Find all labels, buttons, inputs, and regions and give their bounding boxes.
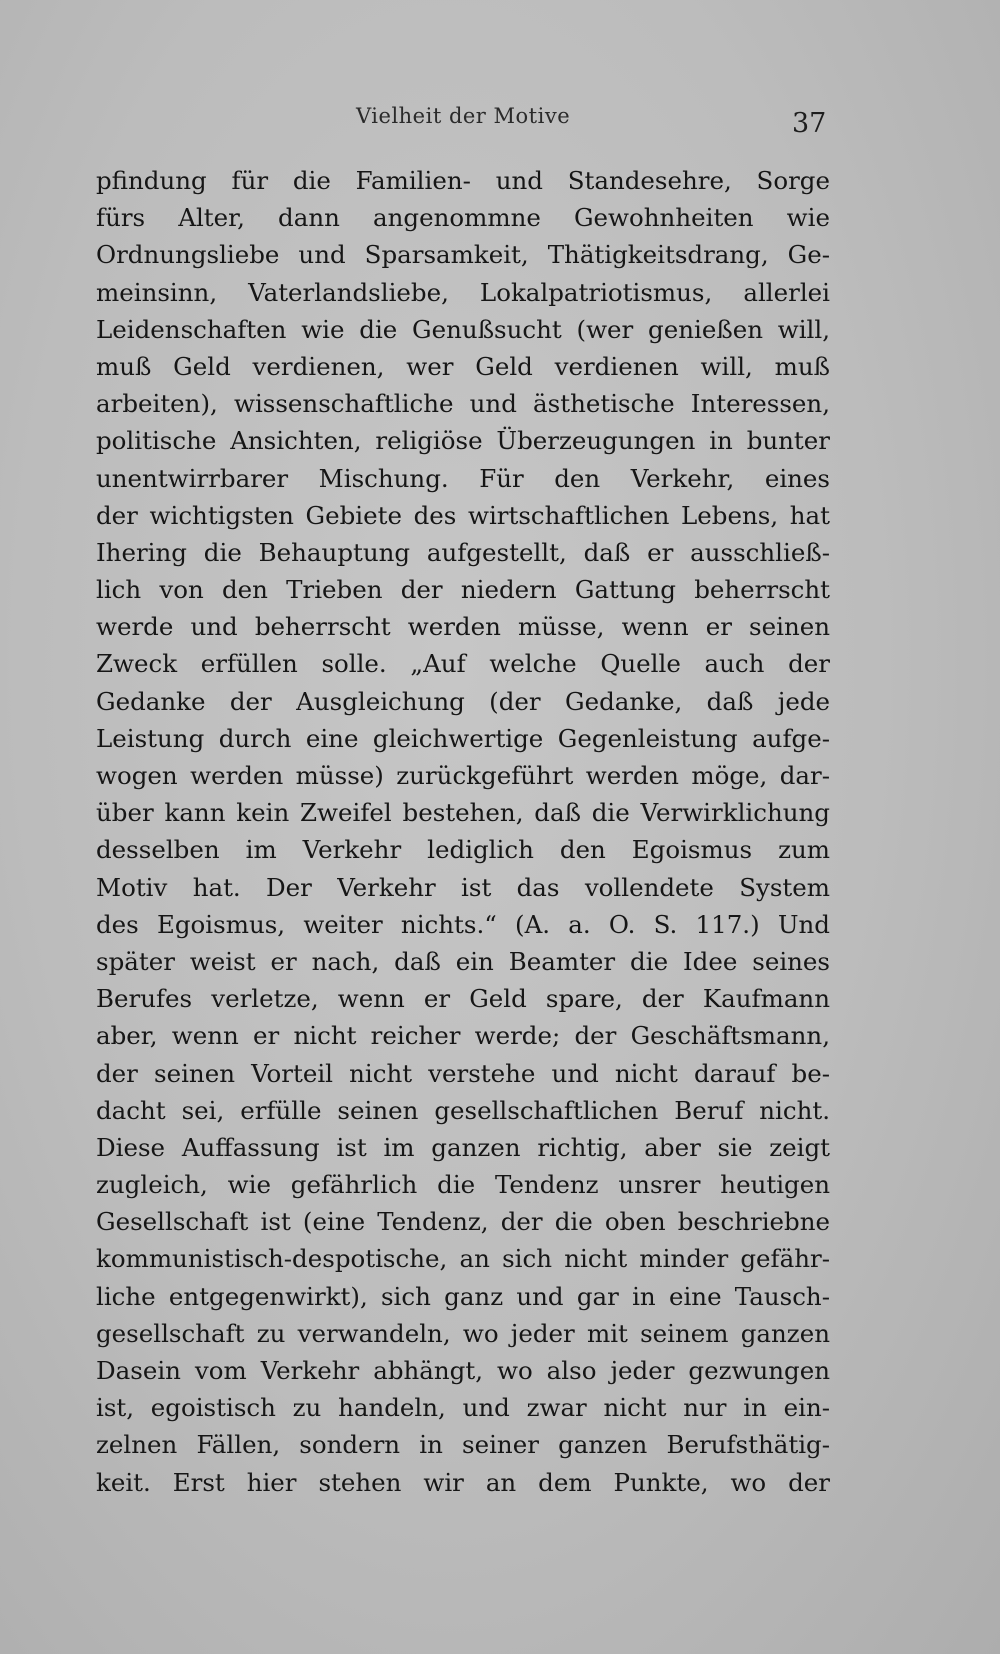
text-line: Dasein vom Verkehr abhängt, wo also jeder gezwungen <box>96 1356 830 1385</box>
text-line: muß Geld verdienen, wer Geld verdienen will, muß <box>96 351 830 381</box>
page-number: 37 <box>792 108 827 139</box>
text-line: zugleich, wie gefährlich die Tendenz unsrer heutigen <box>96 1170 830 1200</box>
text-line: dacht sei, erfülle seinen gesellschaftlichen Beruf nicht. <box>96 1095 830 1125</box>
text-line: zelnen Fällen, sondern in seiner ganzen Berufsthätig- <box>96 1430 830 1460</box>
text-line: liche entgegenwirkt), sich ganz und gar in eine Tausch- <box>96 1281 830 1311</box>
text-line: Gedanke der Ausgleichung (der Gedanke, daß jede <box>96 686 830 716</box>
text-line: Leistung durch eine gleichwertige Gegenleistung aufge- <box>96 723 830 753</box>
text-line: der seinen Vorteil nicht verstehe und nicht darauf be- <box>96 1058 830 1088</box>
text-line: kommunistisch-despotische, an sich nicht minder gefähr- <box>96 1244 830 1274</box>
text-line: pfindung für die Familien- und Standesehre, Sorge <box>96 166 830 195</box>
text-line: aber, wenn er nicht reicher werde; der Geschäftsmann, <box>96 1021 830 1051</box>
text-line: politische Ansichten, religiöse Überzeugungen in bunter <box>96 426 830 456</box>
text-line: später weist er nach, daß ein Beamter die Idee seines <box>96 946 830 976</box>
text-line: fürs Alter, dann angenommne Gewohnheiten wie <box>96 203 830 233</box>
body-text <box>96 162 830 1501</box>
text-line: Ordnungsliebe und Sparsamkeit, Thätigkeitsdrang, Ge- <box>96 240 830 270</box>
text-line: unentwirrbarer Mischung. Für den Verkehr, eines <box>96 463 830 493</box>
text-line: Ihering die Behauptung aufgestellt, daß er ausschließ- <box>96 537 830 567</box>
text-line: Zweck erfüllen solle. „Auf welche Quelle auch der <box>96 649 830 679</box>
text-line: Motiv hat. Der Verkehr ist das vollendete System <box>96 872 830 902</box>
text-line: wogen werden müsse) zurückgeführt werden möge, dar- <box>96 761 830 790</box>
text-line: Berufes verletze, wenn er Geld spare, der Kaufmann <box>96 984 830 1014</box>
text-line: der wichtigsten Gebiete des wirtschaftlichen Lebens, hat <box>96 500 830 530</box>
text-line: meinsinn, Vaterlandsliebe, Lokalpatriotismus, allerlei <box>96 277 830 307</box>
text-line: gesellschaft zu verwandeln, wo jeder mit seinem ganzen <box>96 1318 830 1348</box>
text-line: ist, egoistisch zu handeln, und zwar nicht nur in ein- <box>96 1393 830 1423</box>
text-line: Leidenschaften wie die Genußsucht (wer genießen will, <box>96 314 830 344</box>
text-line: Gesellschaft ist (eine Tendenz, der die oben beschriebne <box>96 1207 830 1237</box>
text-line: desselben im Verkehr lediglich den Egoismus zum <box>96 835 830 865</box>
running-head: Vielheit der Motive <box>356 104 571 128</box>
text-line: Diese Auffassung ist im ganzen richtig, aber sie zeigt <box>96 1132 830 1162</box>
text-line: des Egoismus, weiter nichts.“ (A. a. O. S. 117.) Und <box>96 909 830 939</box>
text-line: arbeiten), wissenschaftliche und ästhetische Interessen, <box>96 389 830 419</box>
text-line: keit. Erst hier stehen wir an dem Punkte, wo der <box>96 1467 830 1497</box>
page-header <box>0 104 1000 144</box>
text-line: werde und beherrscht werden müsse, wenn er seinen <box>96 612 830 642</box>
text-line: lich von den Trieben der niedern Gattung beherrscht <box>96 575 830 605</box>
text-line: über kann kein Zweifel bestehen, daß die Verwirklichung <box>96 798 830 828</box>
